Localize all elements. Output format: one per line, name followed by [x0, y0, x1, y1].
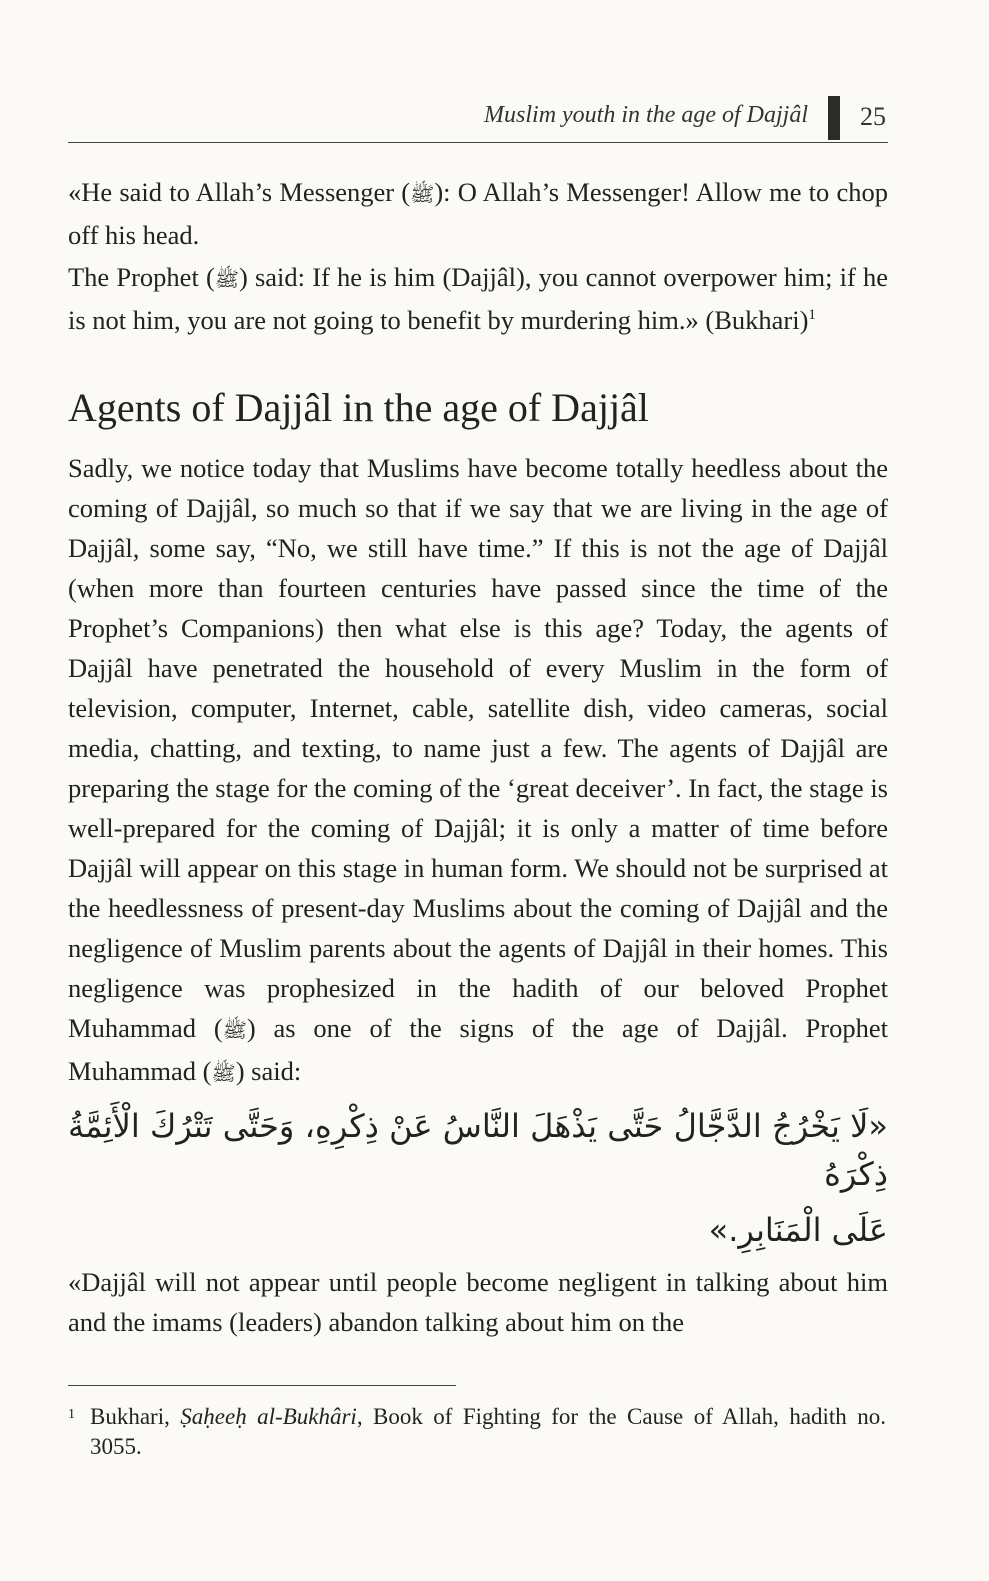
body-text-c: ) said:	[235, 1056, 302, 1086]
running-title: Muslim youth in the age of Dajjâl	[484, 102, 808, 128]
footnote-divider	[68, 1385, 456, 1386]
footnote-text	[90, 1402, 886, 1462]
main-content	[68, 172, 888, 1342]
quote-paragraph-2	[68, 257, 888, 340]
quote-paragraph-1	[68, 172, 888, 255]
footnote-mark: 1	[68, 1407, 75, 1422]
quote-2-text-a: The Prophet (	[68, 262, 215, 292]
quote-2-text-b: ) said: If he is him (Dajjâl), you cannot overpower him; if he is not him, you are not going to benefit by murdering him.» (Bukhari)	[68, 262, 888, 335]
footnote-ref[interactable]: 1	[808, 307, 816, 324]
hadith-translation: «Dajjâl will not appear until people become negligent in talking about him and the imams (leaders) abandon talking about him on the	[68, 1267, 888, 1337]
footnote-text-a: Bukhari,	[90, 1404, 181, 1429]
section-heading: Agents of Dajjâl in the age of Dajjâl	[68, 385, 649, 430]
section-body	[68, 448, 888, 1094]
honorific-glyph: ﷺ	[410, 184, 435, 206]
arabic-hadith-line-1: «لَا يَخْرُجُ الدَّجَّالُ حَتَّى يَذْهَلَ النَّاسُ عَنْ ذِكْرِهِ، وَحَتَّى تَتْرُكَ الْأَئِمَّةُ ذِكْرَهُ	[68, 1107, 888, 1193]
honorific-glyph: ﷺ	[211, 1063, 236, 1085]
page-number: 25	[860, 102, 886, 131]
body-text-b: ) as one of the signs of the age of Dajjâl. Prophet Muhammad (	[68, 1013, 888, 1086]
quote-1-text-a: «He said to Allah’s Messenger (	[68, 177, 411, 207]
honorific-glyph: ﷺ	[214, 269, 239, 291]
body-text-a: Sadly, we notice today that Muslims have become totally heedless about the coming of Dajjâl, so much so that if we say that we are living in the age of Dajjâl, some say, “No, we still have time.” If this is not the age of Dajjâl (when more than fourteen centuries have passed since the time of the Prophet’s Companions) then what else is this age? Today, the agents of Dajjâl have penetrated the household of every Muslim in the form of television, computer, Internet, cable, satellite dish, video cameras, social media, chatting, and texting, to name just a few. The agents of Dajjâl are preparing the stage for the coming of the ‘great deceiver’. In fact, the stage is well-prepared for the coming of Dajjâl; it is only a matter of time before Dajjâl will appear on this stage in human form. We should not be surprised at the heedlessness of present-day Muslims about the coming of Dajjâl and the negligence of Muslim parents about the agents of Dajjâl in their homes. This negligence was prophesized in the hadith of our beloved Prophet Muhammad (	[68, 453, 888, 1043]
arabic-hadith-line-2: عَلَى الْمَنَابِرِ.»	[708, 1211, 888, 1249]
honorific-glyph: ﷺ	[222, 1020, 247, 1042]
footnote-text-b: , Book of Fighting for the Cause of Allah, hadith no. 3055.	[90, 1404, 886, 1459]
quote-1-text-b: ): O Allah’s Messenger! Allow me to chop off his head.	[68, 177, 888, 250]
footnote	[68, 1402, 888, 1462]
header-bar	[828, 96, 840, 140]
footnote-book-title: Ṣaḥeeḥ al-Bukhâri	[180, 1404, 357, 1429]
page-header	[68, 96, 888, 143]
